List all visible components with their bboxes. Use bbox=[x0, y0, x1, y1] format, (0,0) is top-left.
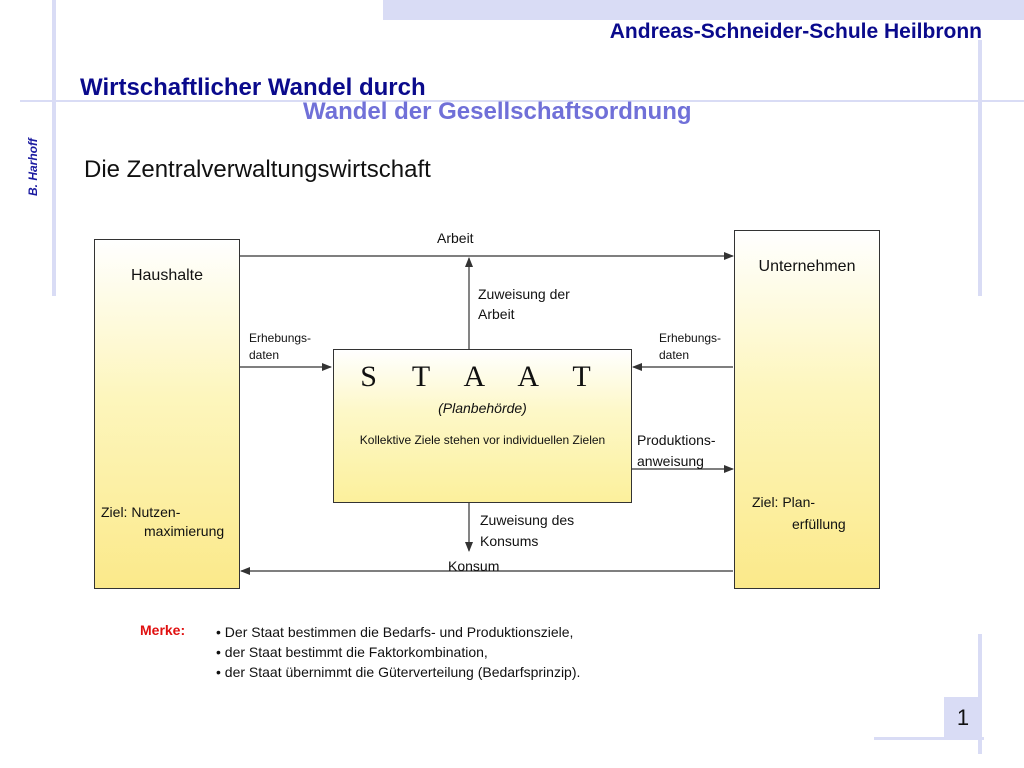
arbeit-label: Arbeit bbox=[437, 230, 474, 246]
merke-item: • der Staat übernimmt die Güterverteilung (Bedarfsprinzip). bbox=[216, 664, 581, 680]
erhebung-right-line1: Erhebungs- bbox=[659, 331, 722, 345]
staat-box bbox=[333, 349, 632, 503]
haushalte-goal-line2: maximierung bbox=[144, 523, 225, 539]
unternehmen-box bbox=[734, 230, 880, 589]
erhebung-left-line2: daten bbox=[249, 348, 280, 362]
slide-title-line1: Wirtschaftlicher Wandel durch bbox=[80, 74, 426, 101]
staat-title: S T A A T bbox=[360, 360, 605, 393]
produktion-line2: anweisung bbox=[637, 453, 704, 469]
zuweisung-konsum-line1: Zuweisung des bbox=[480, 512, 575, 528]
author-label: B. Harhoff bbox=[26, 138, 40, 196]
staat-goal: Kollektive Ziele stehen vor individuellen Zielen bbox=[359, 433, 606, 447]
erhebung-right-line2: daten bbox=[659, 348, 690, 362]
haushalte-label: Haushalte bbox=[130, 267, 204, 284]
merke-label: Merke: bbox=[140, 622, 186, 638]
merke-item: • Der Staat bestimmen die Bedarfs- und Produktionsziele, bbox=[216, 624, 574, 640]
school-name: Andreas-Schneider-Schule Heilbronn bbox=[609, 20, 982, 43]
erhebung-left-line1: Erhebungs- bbox=[249, 331, 312, 345]
merke-list bbox=[216, 622, 580, 682]
zuweisung-arbeit-line1: Zuweisung der bbox=[478, 286, 570, 302]
unternehmen-goal-line2: erfüllung bbox=[792, 516, 846, 532]
haushalte-goal-line1: Ziel: Nutzen- bbox=[101, 504, 181, 520]
merke-item: • der Staat bestimmt die Faktorkombination, bbox=[216, 644, 488, 660]
konsum-label: Konsum bbox=[448, 558, 500, 574]
unternehmen-label: Unternehmen bbox=[758, 258, 856, 275]
staat-subtitle: (Planbehörde) bbox=[438, 400, 527, 416]
page-number: 1 bbox=[944, 697, 982, 739]
zuweisung-konsum-line2: Konsums bbox=[480, 533, 539, 549]
produktion-line1: Produktions- bbox=[637, 432, 716, 448]
slide-subtitle: Die Zentralverwaltungswirtschaft bbox=[84, 156, 431, 183]
unternehmen-goal-line1: Ziel: Plan- bbox=[752, 494, 816, 510]
slide-title-line2: Wandel der Gesellschaftsordnung bbox=[303, 98, 692, 125]
zuweisung-arbeit-line2: Arbeit bbox=[478, 306, 515, 322]
